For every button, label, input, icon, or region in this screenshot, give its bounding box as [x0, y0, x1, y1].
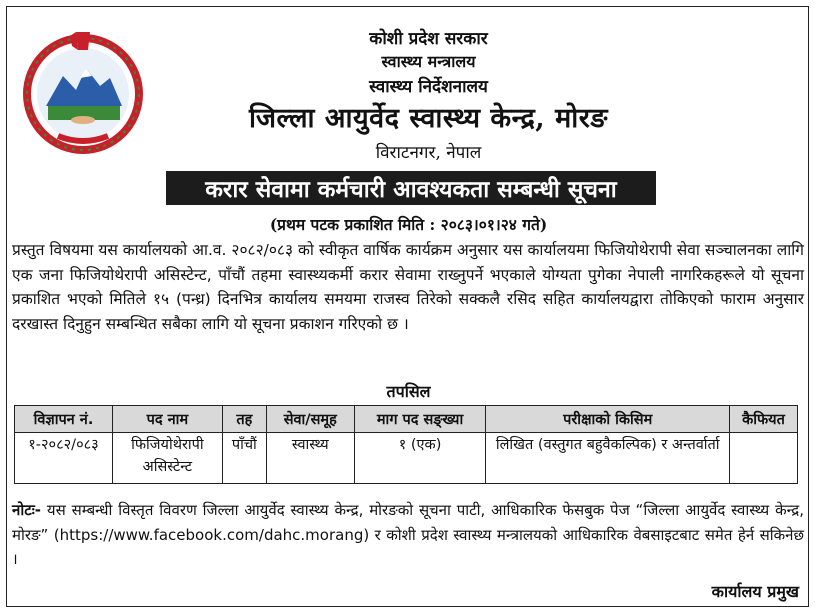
note-label: नोटः- — [12, 501, 42, 519]
col-header-post-count: माग पद सङ्ख्या — [354, 406, 486, 433]
header-office-name: जिल्ला आयुर्वेद स्वास्थ्य केन्द्र, मोरङ — [249, 103, 608, 134]
notice-title — [166, 171, 656, 205]
col-header-post-name: पद नाम — [112, 406, 222, 433]
office-chief-signoff: कार्यालय प्रमुख — [711, 582, 799, 601]
note — [12, 498, 804, 572]
cell-level: पाँचौं — [222, 433, 266, 484]
table-row — [15, 433, 798, 484]
cell-post-name: फिजियोथेरापी असिस्टेन्ट — [112, 433, 222, 484]
table-header-row — [15, 406, 798, 433]
col-header-level: तह — [222, 406, 266, 433]
cell-remarks — [729, 433, 797, 484]
cell-post-count: १ (एक) — [354, 433, 486, 484]
cell-ad-number: १-२०८२/०८३ — [15, 433, 113, 484]
col-header-service-group: सेवा/समूह — [266, 406, 354, 433]
note-text: यस सम्बन्धी विस्तृत विवरण जिल्ला आयुर्वेद स्वास्थ्य केन्द्र, मोरङको सूचना पाटी, आधिकारिक फेसबुक पेज “जिल्ला आयुर्वेद स्वास्थ्य केन्द्र, मोरङ” (https://www.facebook.com/dahc.morang) र कोशी प्रदेश स्वास्थ्य मन्त्रालयको आधिकारिक वेबसाइटबाट समेत हेर्न सकिनेछ । — [12, 501, 804, 568]
header-address: विराटनगर, नेपाल — [375, 143, 482, 163]
cell-service-group: स्वास्थ्य — [266, 433, 354, 484]
col-header-exam-type: परीक्षाको किसिम — [486, 406, 730, 433]
header-province-government: कोशी प्रदेश सरकार — [369, 29, 488, 49]
header-ministry: स्वास्थ्य मन्त्रालय — [381, 52, 476, 71]
notice-body: प्रस्तुत विषयमा यस कार्यालयको आ.व. २०८२/०८३ को स्वीकृत वार्षिक कार्यक्रम अनुसार यस कार्यालयमा फिजियोथेरापी सेवा सञ्चालनका लागि एक जना फिजियोथेरापी असिस्टेन्ट, पाँचौं तहमा स्वास्थ्यकर्मी करार सेवामा राख्नुपर्ने भएकाले योग्यता पुगेका नेपाली नागरिकहरूले यो सूचना प्रकाशित भएको मितिले १५ (पन्ध्र) दिनभित्र कार्यालय समयमा राजस्व तिरेको सक्कलै रसिद सहित कार्यालयद्वारा तोकिएको फाराम अनुसार दरखास्त दिनुहुन सम्बन्धित सबैका लागि यो सूचना प्रकाशन गरिएको छ । — [12, 241, 804, 333]
header-directorate: स्वास्थ्य निर्देशनालय — [369, 77, 488, 97]
col-header-ad-number: विज्ञापन नं. — [15, 406, 113, 433]
col-header-remarks: कैफियत — [729, 406, 797, 433]
vacancy-table — [14, 405, 798, 484]
notice-title-text: करार सेवामा कर्मचारी आवश्यकता सम्बन्धी सूचना — [205, 176, 617, 203]
cell-exam-type: लिखित (वस्तुगत बहुवैकल्पिक) र अन्तर्वार्ता — [486, 433, 730, 484]
publish-date: (प्रथम पटक प्रकाशित मिति : २०८३।०१।२४ गते) — [269, 215, 548, 234]
details-caption: तपसिल — [386, 382, 431, 401]
